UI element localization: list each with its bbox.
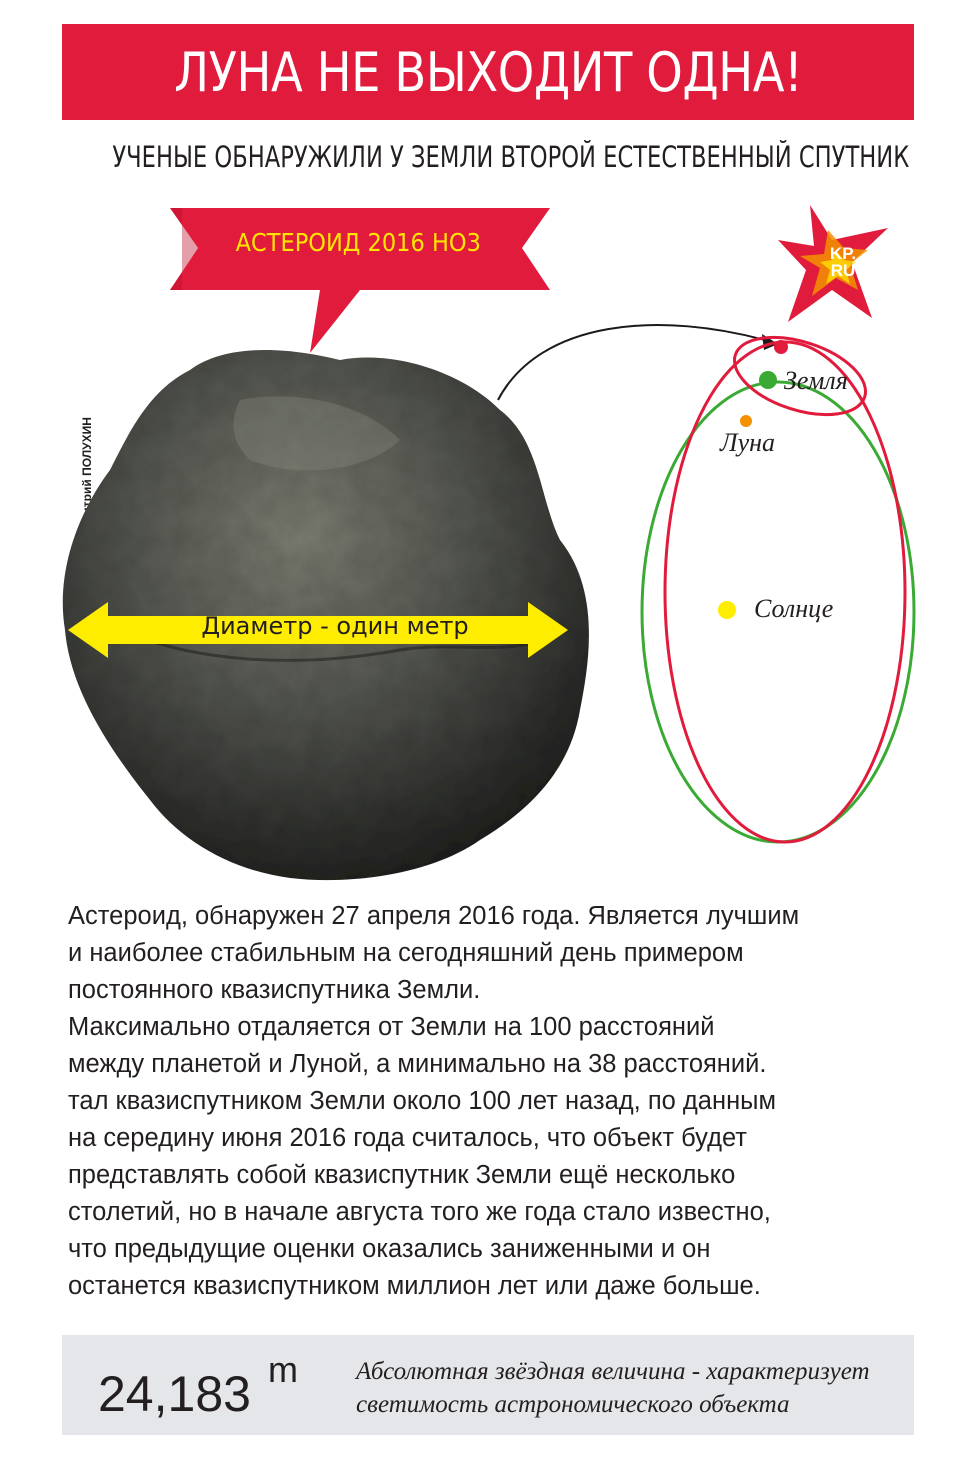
- description-line: останется квазиспутником миллион лет или даже больше.: [68, 1272, 761, 1300]
- earth-label: Земля: [784, 366, 848, 395]
- description-line: на середину июня 2016 года считалось, что объект будет: [68, 1124, 747, 1152]
- diameter-label: Диаметр - один метр: [201, 612, 469, 640]
- magnitude-description-line1: Абсолютная звёздная величина - характеризует: [356, 1358, 870, 1385]
- description-line: представлять собой квазиспутник Земли ещё несколько: [68, 1161, 736, 1189]
- title-banner: [62, 24, 914, 120]
- description-line: тал квазиспутником Земли около 100 лет назад, по данным: [68, 1087, 777, 1115]
- orbit-diagram: [640, 330, 940, 850]
- asteroid-name: [188, 228, 528, 257]
- description-line: что предыдущие оценки оказались заниженными и он: [68, 1235, 711, 1263]
- asteroid-dot: [774, 340, 788, 354]
- magnitude-description: [356, 1355, 896, 1421]
- description-line: столетий, но в начале августа того же года стало известно,: [68, 1198, 771, 1226]
- magnitude-box: [62, 1335, 914, 1435]
- description-line: и наиболее стабильным на сегодняшний день примером: [68, 939, 744, 967]
- page-subtitle: [0, 140, 960, 174]
- logo-text-bottom: RU: [830, 261, 856, 280]
- description-line: между планетой и Луной, а минимально на 38 расстояний.: [68, 1050, 767, 1078]
- logo-text-top: KP.: [829, 244, 857, 263]
- description-line: постоянного квазиспутника Земли.: [68, 976, 481, 1004]
- author-credit: Дмитрий ПОЛУХИН: [80, 417, 94, 532]
- asteroid-orbit: [665, 342, 905, 842]
- magnitude-value: 24,183: [98, 1366, 251, 1422]
- description-line: Астероид, обнаружен 27 апреля 2016 года. Является лучшим: [68, 902, 800, 930]
- moon-label: Луна: [720, 428, 776, 457]
- page-title: ЛУНА НЕ ВЫХОДИТ ОДНА!: [173, 40, 803, 104]
- sun-label: Солнце: [754, 594, 834, 623]
- description: [68, 898, 908, 1305]
- moon-dot: [740, 415, 752, 427]
- page-subtitle-text: УЧЕНЫЕ ОБНАРУЖИЛИ У ЗЕМЛИ ВТОРОЙ ЕСТЕСТВЕННЫЙ СПУТНИК: [112, 140, 910, 174]
- magnitude-description-line2: светимость астрономического объекта: [356, 1391, 790, 1418]
- description-line: Максимально отдаляется от Земли на 100 расстояний: [68, 1013, 715, 1041]
- asteroid-name-text: АСТЕРОИД 2016 НО3: [235, 228, 481, 257]
- sun-dot: [718, 601, 736, 619]
- earth-dot: [759, 371, 777, 389]
- logo-text: [818, 245, 868, 279]
- magnitude-unit: m: [268, 1349, 298, 1390]
